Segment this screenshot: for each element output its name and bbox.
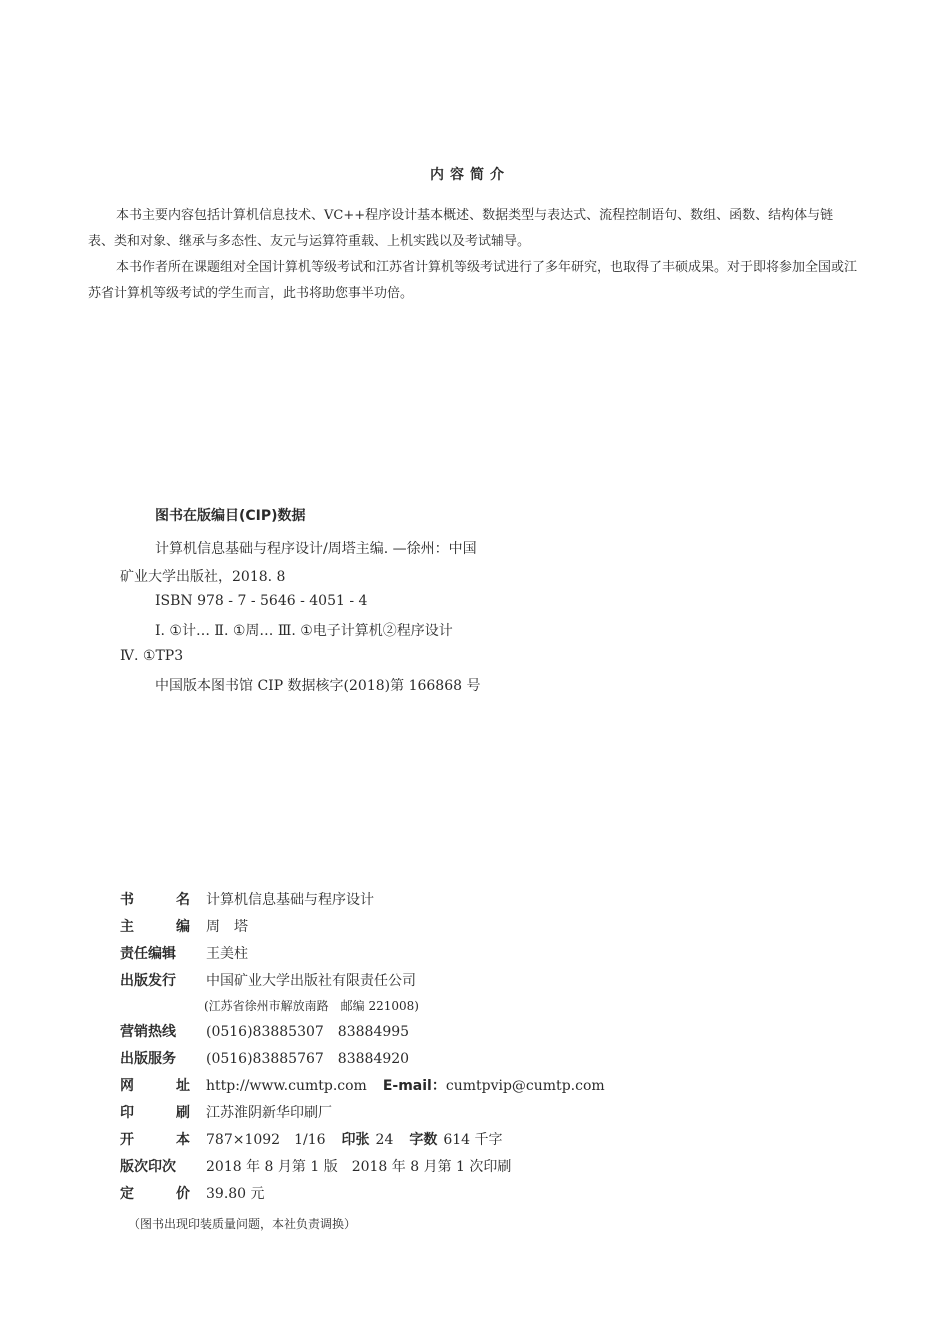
printer-name: 江苏淮阴新华印刷厂 xyxy=(206,1105,332,1121)
imprint-row-edition xyxy=(120,1156,511,1176)
imprint-label: 印 刷 xyxy=(120,1105,190,1121)
imprint-label: 主 编 xyxy=(120,919,190,935)
edition-info: 2018 年 8 月第 1 版 2018 年 8 月第 1 次印刷 xyxy=(206,1159,512,1175)
email-label: E-mail： xyxy=(382,1078,446,1094)
cip-line-2: 矿业大学出版社，2018. 8 xyxy=(120,569,286,585)
cip-line-1: 计算机信息基础与程序设计/周塔主编. —徐州：中国 xyxy=(155,541,477,557)
imprint-row-printer xyxy=(120,1102,332,1122)
book-format: 787×1092 1/16 xyxy=(206,1132,326,1148)
imprint-row-service xyxy=(120,1048,409,1068)
imprint-row-sales xyxy=(120,1021,409,1041)
imprint-label: 出版服务 xyxy=(120,1051,176,1067)
imprint-row-managing-editor xyxy=(120,943,248,963)
sheets-value: 24 xyxy=(375,1132,394,1148)
publisher-address: (江苏省徐州市解放南路 邮编 221008) xyxy=(204,999,419,1013)
website-url: http://www.cumtp.com xyxy=(206,1078,367,1094)
book-title: 计算机信息基础与程序设计 xyxy=(206,892,374,908)
cip-classification: Ⅰ. ①计… Ⅱ. ①周… Ⅲ. ①电子计算机②程序设计 xyxy=(155,623,453,639)
imprint-row-editor xyxy=(120,916,248,936)
words-value: 614 千字 xyxy=(443,1132,503,1148)
imprint-label: 出版发行 xyxy=(120,973,176,989)
cip-record-number: 中国版本图书馆 CIP 数据核字(2018)第 166868 号 xyxy=(155,678,481,694)
service-phone: (0516)83885767 83884920 xyxy=(206,1051,410,1067)
imprint-row-publisher xyxy=(120,970,416,990)
synopsis-paragraph-1: 本书主要内容包括计算机信息技术、VC++程序设计基本概述、数据类型与表达式、流程控制语句、数组、函数、结构体与链表、类和对象、继承与多态性、友元与运算符重载、上机实践以及考试辅导。 xyxy=(88,208,834,249)
editor-name: 周 塔 xyxy=(206,919,248,935)
imprint-label: 责任编辑 xyxy=(120,946,176,962)
imprint-label: 开 本 xyxy=(120,1132,190,1148)
sales-phone: (0516)83885307 83884995 xyxy=(206,1024,410,1040)
words-label: 字数 xyxy=(409,1132,438,1148)
imprint-row-price xyxy=(120,1183,265,1203)
synopsis-title: 内容简介 xyxy=(430,167,510,183)
cip-title: 图书在版编目(CIP)数据 xyxy=(155,508,306,524)
imprint-label: 营销热线 xyxy=(120,1024,176,1040)
managing-editor-name: 王美柱 xyxy=(206,946,248,962)
cip-class-number: Ⅳ. ①TP3 xyxy=(120,648,184,664)
imprint-label: 书 名 xyxy=(120,892,190,908)
imprint-label: 定 价 xyxy=(120,1186,190,1202)
imprint-row-format xyxy=(120,1129,503,1149)
synopsis-paragraph-2: 本书作者所在课题组对全国计算机等级考试和江苏省计算机等级考试进行了多年研究，也取得了丰硕成果。对于即将参加全国或江苏省计算机等级考试的学生而言，此书将助您事半功倍。 xyxy=(88,260,858,301)
quality-notice: （图书出现印装质量问题，本社负责调换） xyxy=(128,1217,357,1231)
publisher-name: 中国矿业大学出版社有限责任公司 xyxy=(206,973,416,989)
imprint-label: 版次印次 xyxy=(120,1159,176,1175)
imprint-row-title xyxy=(120,889,374,909)
price-value: 39.80 元 xyxy=(206,1186,265,1202)
imprint-label: 网 址 xyxy=(120,1078,190,1094)
email-address: cumtpvip@cumtp.com xyxy=(445,1078,605,1094)
sheets-label: 印张 xyxy=(341,1132,370,1148)
cip-isbn: ISBN 978 - 7 - 5646 - 4051 - 4 xyxy=(155,593,368,609)
imprint-row-website xyxy=(120,1075,605,1095)
